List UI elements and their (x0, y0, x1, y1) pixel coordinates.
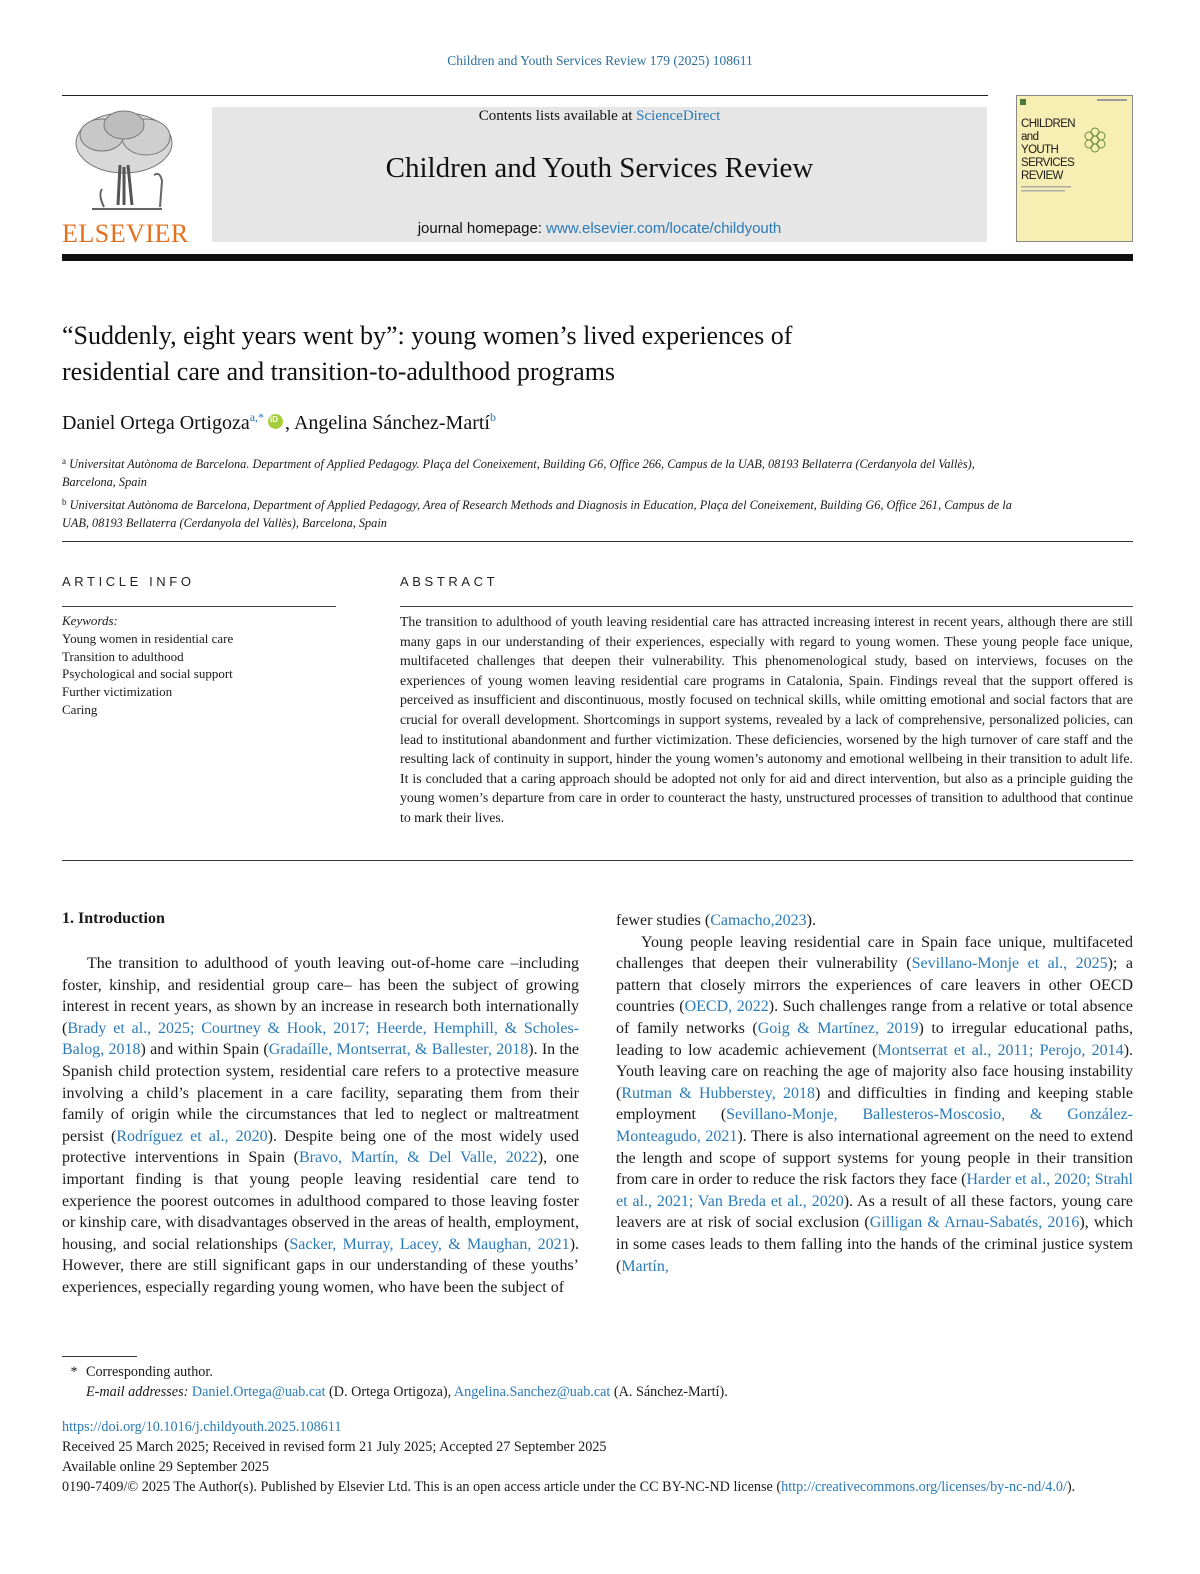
cover-line-3: YOUTH (1021, 144, 1059, 156)
cover-line-5: REVIEW (1021, 170, 1063, 182)
keywords-label: Keywords: (62, 613, 118, 628)
author-list (62, 410, 496, 435)
journal-cover-image (1017, 96, 1132, 241)
citation-link[interactable]: Sevillano-Monje, Ballesteros-Moscosio, & González-Monteagudo, 2021 (616, 1106, 1133, 1145)
text-run: ). As a result of all these factors, young care leavers are at risk of social exclusion ( (616, 1192, 1133, 1232)
journal-masthead (212, 107, 987, 242)
affiliation-a-text: Universitat Autònoma de Barcelona. Department of Applied Pedagogy. Plaça del Coneixement, Building G6, Office 266, Campus de la UAB, 08193 Bellaterra (Cerdanyola del Vallès), Barcelona, Spain (62, 457, 975, 489)
affiliation-a (62, 452, 1022, 491)
article-info-rule (62, 606, 336, 607)
body-column-left (62, 953, 579, 1299)
abstract-text: The transition to adulthood of youth leaving residential care has attracted increasing interest in recent years, although there are still many gaps in our understanding of their experiences, especially with regard to young women. These young people face unique, multifaceted challenges that deepen their vulnerability. This phenomenological study, based on interviews, focuses on the experiences of young women leaving residential care programs in Catalonia, Spain. Findings reveal that the support offered is perceived as insufficient and discontinuous, mostly focused on technical skills, while omitting emotional and social factors that are crucial for overall development. Shortcomings in support systems, revealed by a lack of comprehensive, personalized policies, can lead to institutional abandonment and further victimization. These deficiencies, worsened by the high turnover of care staff and the resulting lack of continuity in support, hinder the young women’s autonomy and emotional wellbeing in their transition to adult life. It is concluded that a caring approach should be adopted not only for aid and direct intervention, but also as a principle guiding the young women’s departure from care in order to counteract the hasty, unstructured processes of transition to adulthood that continue to mark their lives. (400, 614, 1133, 825)
email-label: E-mail addresses: (86, 1384, 189, 1400)
keyword-item: Psychological and social support (62, 666, 233, 682)
citation-link[interactable]: Montserrat et al., 2011; Perojo, 2014 (877, 1041, 1124, 1059)
keyword-item: Further victimization (62, 684, 173, 700)
intro-paragraph-2 (616, 932, 1133, 1278)
abstract-rule (400, 606, 1133, 607)
text-run: ). In the Spanish child protection system, residential care refers to a protective measure involving a child’s placement in a care facility, separating them from their family of origin while the circumstances that led to neglect or maltreatment persist ( (62, 1041, 580, 1145)
homepage-prefix: journal homepage: (417, 220, 547, 237)
email-owner-1: (D. Ortega Ortigoza), (325, 1384, 454, 1400)
keyword-item: Caring (62, 701, 98, 717)
contents-line (212, 108, 987, 125)
affiliation-b-mark: b (62, 497, 67, 507)
publisher-wordmark: ELSEVIER (62, 219, 189, 245)
citation-link[interactable]: Martín, (621, 1257, 669, 1275)
running-header: Children and Youth Services Review 179 (2025) 108611 (447, 53, 753, 68)
email-owner-2: (A. Sánchez-Martí). (610, 1384, 728, 1400)
journal-cover-thumbnail[interactable] (1016, 95, 1133, 242)
citation-link[interactable]: Rutman & Hubberstey, 2018 (621, 1084, 815, 1102)
citation-link[interactable]: Sacker, Murray, Lacey, & Maughan, 2021 (289, 1235, 570, 1253)
article-metadata (62, 1417, 1133, 1497)
footnote-star: * (70, 1364, 78, 1380)
text-run: ). (806, 912, 816, 929)
license-suffix: ). (1066, 1479, 1076, 1495)
footnote-rule (62, 1356, 137, 1357)
footnotes (62, 1362, 1133, 1402)
text-run: ). Youth leaving care on reaching the age of majority also face housing instability ( (616, 1041, 1134, 1102)
masthead-top-rule (62, 95, 988, 96)
citation-link[interactable]: Camacho, (710, 912, 775, 929)
keyword-item: Transition to adulthood (62, 648, 184, 664)
divider (62, 541, 1133, 542)
citation-link[interactable]: Gradaílle, Montserrat, & Ballester, 2018 (268, 1041, 529, 1059)
section-heading-introduction: 1. Introduction (62, 910, 165, 927)
license-statement (62, 1477, 1133, 1497)
citation-link[interactable]: Rodríguez et al., 2020 (116, 1127, 268, 1145)
title-line-1: “Suddenly, eight years went by”: young women’s lived experiences of (62, 321, 793, 350)
title-line-2: residential care and transition-to-adulthood programs (62, 357, 616, 386)
body-column-right (616, 910, 1133, 1277)
masthead-thick-rule (62, 254, 1133, 261)
citation-link[interactable]: Sevillano-Monje et al., 2025 (911, 955, 1108, 973)
citation-link[interactable]: OECD, 2022 (684, 998, 769, 1016)
abstract-heading: ABSTRACT (400, 574, 499, 589)
text-run: ) and within Spain ( (140, 1041, 269, 1059)
text-run: ). There is also international agreement on the need to extend the length and scope of support systems for young people in their transition from care in order to reduce the risk factors they face ( (616, 1127, 1134, 1189)
keyword-item: Young women in residential care (62, 630, 234, 646)
corresponding-author-text: Corresponding author. (86, 1364, 213, 1380)
doi-link[interactable]: https://doi.org/10.1016/j.childyouth.2025.108611 (62, 1419, 342, 1435)
keywords-list (62, 612, 336, 719)
text-run: ) and difficulties in finding and keeping stable employment ( (616, 1084, 1133, 1124)
text-run: ). Such challenges range from a relative or total absence of family networks ( (616, 998, 1134, 1037)
email-link-2[interactable]: Angelina.Sanchez@uab.cat (453, 1384, 611, 1400)
contents-prefix: Contents lists available at (478, 108, 637, 124)
text-run: ) to irregular educational paths, leading to low academic achievement ( (616, 1019, 1134, 1059)
citation-link[interactable]: 2023 (774, 912, 807, 929)
citation-link[interactable]: Goig & Martínez, 2019 (757, 1019, 919, 1037)
email-addresses (62, 1382, 1133, 1402)
citation-link[interactable]: Gilligan & Arnau-Sabatés, 2016 (869, 1214, 1080, 1232)
text-run: Young people leaving residential care in Spain face unique, multifaceted challenges that deepen their vulnerability ( (616, 933, 1133, 973)
text-run: ). However, there are still significant gaps in our understanding of these youths’ experiences, especially regarding young women, who have been the subject of (62, 1235, 580, 1296)
license-prefix: 0190-7409/© 2025 The Author(s). Published by Elsevier Ltd. This is an open access article under the CC BY-NC-ND license ( (62, 1479, 782, 1495)
citation-link[interactable]: Harder et al., 2020; Strahl et al., 2021; Van Breda et al., 2020 (616, 1171, 1133, 1210)
journal-title: Children and Youth Services Review (385, 152, 814, 184)
sciencedirect-link[interactable]: ScienceDirect (636, 108, 721, 124)
author-2-affiliation-mark[interactable]: b (489, 410, 496, 424)
affiliations (62, 452, 1022, 532)
text-run: ), which in some cases leads to them falling into the hands of the criminal justice system ( (616, 1214, 1134, 1275)
author-1[interactable]: Daniel Ortega Ortigoza (62, 412, 250, 434)
corresponding-author-note (62, 1362, 1133, 1382)
intro-paragraph-1-continued (616, 910, 1133, 932)
text-run: ); a pattern that closely mirrors the experiences of care leavers in other OECD countries ( (616, 955, 1134, 1016)
cover-line-4: SERVICES (1021, 157, 1075, 169)
cover-line-2: and (1021, 131, 1039, 143)
text-run: ), one important finding is that young people leaving residential care tend to experience the poorest outcomes in adulthood compared to those leaving foster or kinship care, with disadvantages observed in the areas of health, employment, housing, and social relationships ( (62, 1149, 579, 1253)
abstract-bottom-rule (62, 860, 1133, 861)
author-1-affiliation-mark[interactable]: a,* (249, 410, 265, 424)
affiliation-b (62, 493, 1022, 532)
journal-homepage-link[interactable]: www.elsevier.com/locate/childyouth (546, 220, 782, 237)
elsevier-logo[interactable] (62, 105, 200, 245)
citation-link[interactable]: Bravo, Martín, & Del Valle, 2022 (298, 1149, 538, 1167)
orcid-icon[interactable] (268, 414, 283, 429)
affiliation-b-text: Universitat Autònoma de Barcelona, Department of Applied Pedagogy, Area of Research Methods and Diagnosis in Education, Plaça del Coneixement, Building G6, Office 261, Campus de la UAB, 08193 Bellaterra (Cerdanyola del Vallès), Barcelona, Spain (62, 498, 1012, 530)
homepage-line (212, 220, 987, 237)
author-separator: , (285, 412, 294, 434)
received-dates: Received 25 March 2025; Received in revised form 21 July 2025; Accepted 27 September 2025 (62, 1439, 607, 1455)
author-2[interactable]: Angelina Sánchez-Martí (293, 412, 490, 434)
citation-link[interactable]: Brady et al., 2025; Courtney & Hook, 2017; Heerde, Hemphill, & Scholes-Balog, 2018 (62, 1019, 579, 1059)
elsevier-tree-icon (62, 105, 200, 245)
available-online: Available online 29 September 2025 (62, 1459, 269, 1475)
text-run: ). Despite being one of the most widely used protective interventions in Spain ( (62, 1127, 580, 1167)
cover-flower-icon (1085, 128, 1105, 152)
cover-line-1: CHILDREN (1021, 118, 1075, 130)
email-link-1[interactable]: Daniel.Ortega@uab.cat (191, 1384, 326, 1400)
article-info-heading: ARTICLE INFO (62, 574, 195, 589)
intro-paragraph-1 (62, 953, 579, 1299)
text-run: fewer studies ( (616, 912, 711, 929)
affiliation-a-mark: a (62, 456, 66, 466)
license-link[interactable]: http://creativecommons.org/licenses/by-nc-nd/4.0/ (781, 1479, 1067, 1495)
article-title (62, 318, 1022, 390)
text-run: The transition to adulthood of youth leaving out-of-home care –including foster, kinship, and residential group care– has been the subject of growing interest in recent years, as shown by an increase in research both internationally ( (62, 955, 579, 1037)
